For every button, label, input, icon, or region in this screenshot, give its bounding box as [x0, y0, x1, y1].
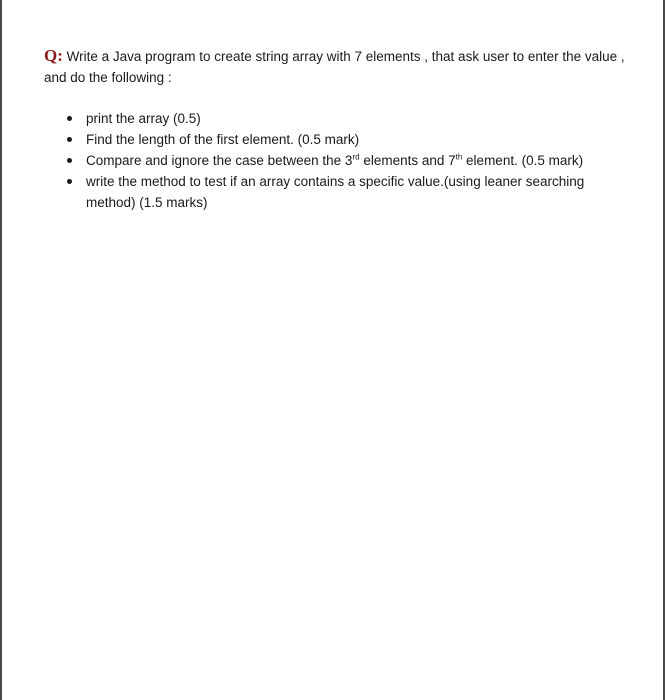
- list-item: [86, 129, 631, 150]
- question-label: Q:: [44, 46, 63, 65]
- list-item: [86, 108, 631, 129]
- ordinal-suffix-th: th: [455, 152, 463, 162]
- list-item-text-part2: elements and 7: [359, 153, 456, 168]
- task-list: [86, 108, 631, 213]
- bullet-icon: [67, 158, 72, 163]
- list-item-text: Find the length of the first element. (0.5 mark): [86, 132, 360, 147]
- list-item-text-part1: Compare and ignore the case between the 3: [86, 153, 353, 168]
- bullet-icon: [67, 179, 72, 184]
- question-text: Write a Java program to create string array with 7 elements , that ask user to enter the value , and do the following :: [44, 49, 625, 85]
- list-item-text-part3: element. (0.5 mark): [462, 153, 584, 168]
- list-item-text: print the array (0.5): [86, 111, 201, 126]
- list-item: [86, 150, 631, 171]
- list-item-text: write the method to test if an array contains a specific value.(using leaner searching method) (1.5 marks): [86, 174, 585, 210]
- ordinal-suffix-rd: rd: [352, 152, 360, 162]
- question-paragraph: [44, 45, 629, 88]
- bullet-icon: [67, 116, 72, 121]
- bullet-icon: [67, 137, 72, 142]
- list-item: [86, 171, 631, 213]
